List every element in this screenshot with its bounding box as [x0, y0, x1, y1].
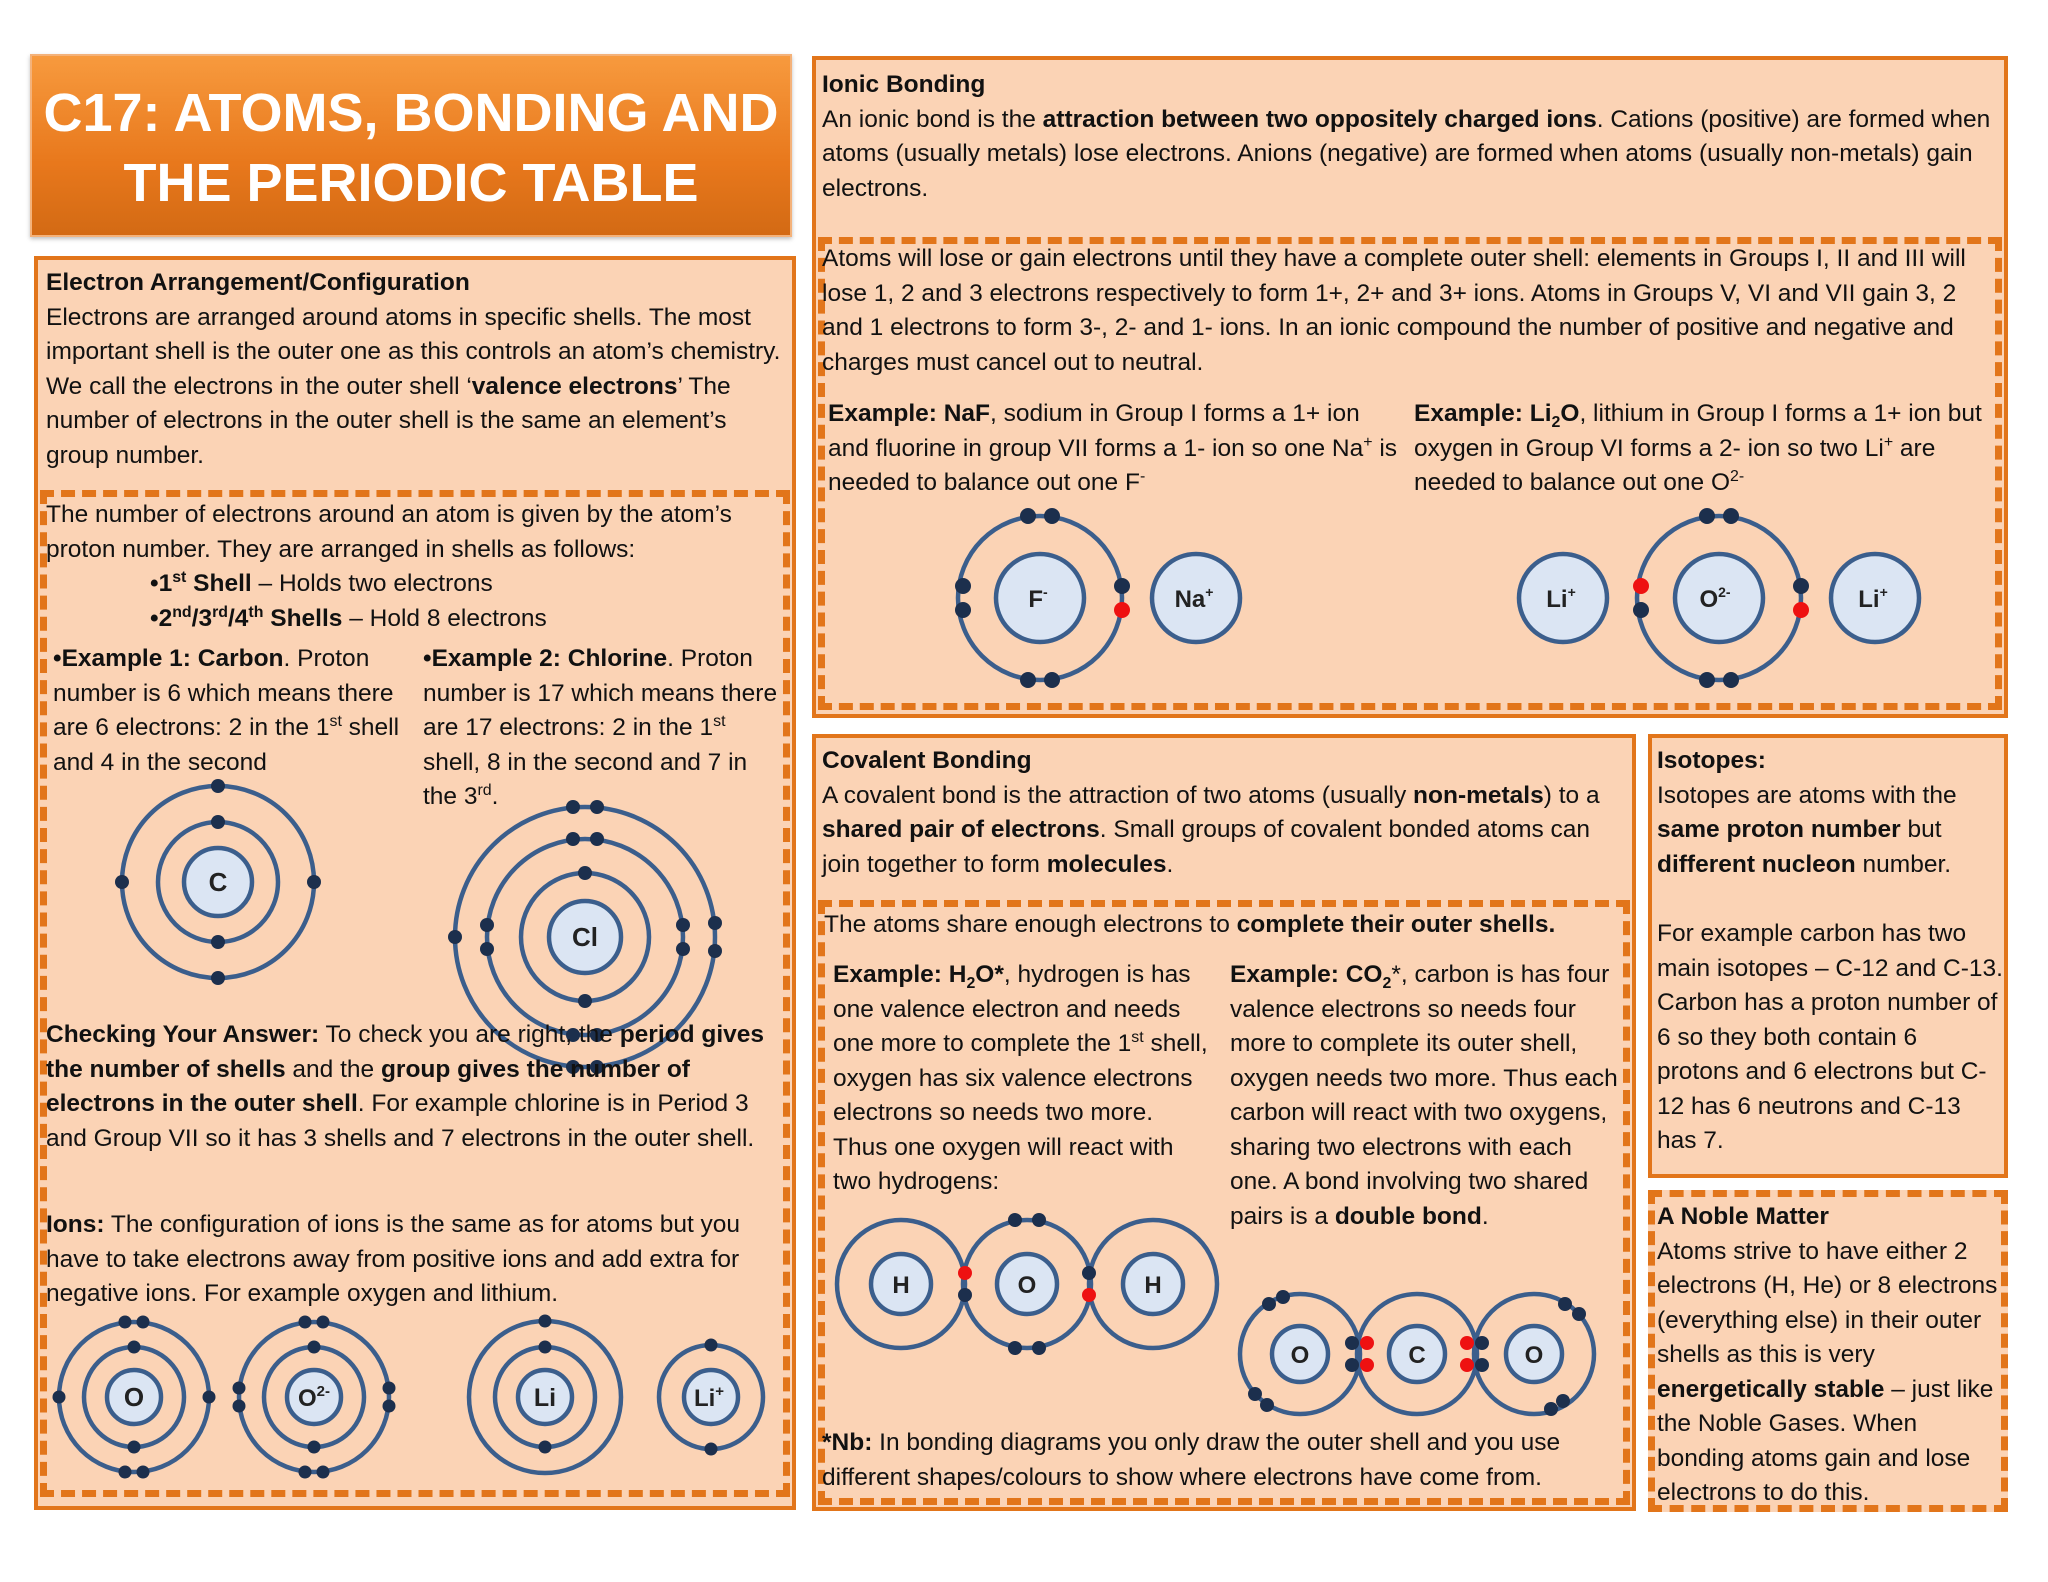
oxide-symbol: $O^{2-}$: [297, 1383, 331, 1412]
ionic-example-li2o: Example: $Li_2O$, lithium in Group I forms a 1+ ion but oxygen in Group VI forms a 2- ion so two Li+ are needed to balance out one $O^{2-}$: [1414, 400, 1982, 496]
oxygen-symbol: O: [123, 1382, 145, 1412]
lithium-symbol: Li: [533, 1384, 557, 1412]
title-line-2: THE PERIODIC TABLE: [123, 153, 699, 213]
li2o-diagram: [1515, 503, 1935, 693]
title-line-1: C17: ATOMS, BONDING AND: [43, 83, 779, 143]
oxide-ionic-symbol: $O^{2-}$: [1699, 584, 1731, 613]
naf-diagram: [958, 503, 1298, 693]
ions-text: Ions: The configuration of ions is the same as for atoms but you have to take electrons away from positive ions and add extra for negative ions. For example oxygen and lithium.: [46, 1211, 741, 1307]
noble-heading: A Noble Matter: [1657, 1203, 1829, 1230]
ionic-rule: Atoms will lose or gain electrons until they have a complete outer shell: elements in Groups I, II and III will lose 1, 2 and 3 electrons respectively to form 1+, 2+ and 3+ ions. Atoms in Groups V, VI and VII gain 3, 2 and 1 electrons to form 3-, 2- and 1- ions. In an ionic compound the number of positive and negative and charges must cancel out to neutral.: [822, 245, 1966, 376]
isotopes-heading: Isotopes:: [1657, 747, 1766, 774]
ionic-example-naf: Example: NaF, sodium in Group I forms a 1+ ion and fluorine in group VII forms a 1- ion so one Na+ is needed to balance out one F-: [828, 400, 1398, 496]
carbon-dioxide-diagram: [1237, 1289, 1597, 1419]
shells-intro: The number of electrons around an atom is given by the atom’s proton number. They are arranged in shells as follows:: [46, 501, 732, 563]
lithium-ion-diagram: [651, 1337, 771, 1457]
water-oxygen-symbol: O: [1017, 1272, 1037, 1299]
example-carbon: •Example 1: Carbon. Proton number is 6 which means there are 6 electrons: 2 in the 1st shell and 4 in the second: [53, 645, 400, 776]
electron-intro: [46, 266, 786, 473]
lithium-ion-right-symbol: Li+: [1858, 584, 1888, 613]
covalent-intro: Covalent Bonding A covalent bond is the attraction of two atoms (usually non-metals) to a shared pair of electrons. Small groups of covalent bonded atoms can join together to form molecules.: [822, 747, 1600, 878]
covalent-share-text: The atoms share enough electrons to complete their outer shells.: [824, 911, 1556, 938]
bullet-first-shell: •1st Shell – Holds two electrons: [150, 568, 493, 597]
hydrogen-left-symbol: H: [892, 1272, 910, 1299]
carbon-atom-diagram: [108, 772, 328, 992]
electron-heading: Electron Arrangement/Configuration: [46, 269, 470, 296]
transferred-electron-left: [1633, 578, 1649, 594]
co2-oxygen-left-symbol: O: [1290, 1342, 1310, 1369]
hydrogen-right-symbol: H: [1144, 1272, 1162, 1299]
checking-answer: Checking Your Answer: To check you are right, the period gives the number of shells and the group gives the number of electrons in the outer shell. For example chlorine is in Period 3 and Group VII so it has 3 shells and 7 electrons in the outer shell.: [46, 1021, 765, 1152]
co2-oxygen-right-symbol: O: [1524, 1342, 1544, 1369]
sodium-ion-symbol: Na+: [1174, 584, 1214, 613]
bullet-other-shells: •2nd/3rd/4th Shells – Hold 8 electrons: [150, 603, 547, 632]
ionic-intro: Ionic Bonding An ionic bond is the attraction between two oppositely charged ions. Cations (positive) are formed when atoms (usually metals) lose electrons. Anions (negative) are formed when atoms (usually non-metals) gain electrons.: [822, 71, 1991, 202]
transferred-electron-right: [1793, 602, 1809, 618]
page-title: [30, 54, 792, 237]
isotopes-text: Isotopes: Isotopes are atoms with the same proton number but different nucleon number.: [1657, 747, 1957, 878]
carbon-symbol: C: [208, 867, 228, 897]
covalent-example-co2: Example: $CO_2*$, carbon is has four valence electrons so needs four more to complete its outer shell, oxygen needs two more. Thus each carbon will react with two oxygens, sharing two electrons with each one. A bond involving two shared pairs is a double bond.: [1230, 961, 1618, 1230]
lithium-atom-diagram: [460, 1312, 630, 1482]
covalent-example-h2o: Example: $H_2O*$, hydrogen is has one valence electron and needs one more to complete the 1st shell, oxygen has six valence electrons electrons so needs two more. Thus one oxygen will react with two hydrogens:: [833, 961, 1208, 1195]
electron-intro-text: Electrons are arranged around atoms in specific shells. The most important shell is the outer one as this controls an atom’s chemistry. We call the electrons in the outer shell ‘: [46, 303, 781, 400]
ionic-heading: Ionic Bonding: [822, 71, 986, 98]
lithium-ion-symbol: Li+: [693, 1383, 725, 1412]
covalent-heading: Covalent Bonding: [822, 747, 1032, 774]
example-chlorine: •Example 2: Chlorine. Proton number is 17 which means there are 17 electrons: 2 in the 1st shell, 8 in the second and 7 in the 3rd.: [423, 645, 778, 810]
oxide-ion-diagram: [229, 1312, 399, 1482]
oxygen-atom-diagram: [49, 1312, 219, 1482]
electron-intro-text-2: ’ The number of electrons in the outer shell is the same an element’s group number.: [46, 372, 731, 469]
chlorine-symbol: Cl: [572, 922, 598, 952]
co2-carbon-symbol: C: [1408, 1342, 1426, 1369]
shells-explanation: [46, 498, 786, 636]
noble-text: A Noble Matter Atoms strive to have either 2 electrons (H, He) or 8 electrons (everything else) in their outer shells as this is very energetically stable – just like the Noble Gases. When bonding atoms gain and lose electrons to do this.: [1657, 1203, 1998, 1506]
lithium-ion-left-symbol: Li+: [1546, 584, 1576, 613]
valence-term: valence electrons: [471, 372, 678, 400]
isotopes-example: For example carbon has two main isotopes – C-12 and C-13. Carbon has a proton number of 6 so they both contain 6 protons and 6 electrons but C-12 has 6 neutrons and C-13 has 7.: [1657, 920, 2003, 1154]
water-molecule-diagram: [837, 1214, 1217, 1354]
fluoride-symbol: F-: [1028, 584, 1048, 613]
covalent-note: *Nb: In bonding diagrams you only draw the outer shell and you use different shapes/colours to show where electrons have come from.: [822, 1429, 1561, 1491]
transferred-electron: [1114, 602, 1130, 618]
